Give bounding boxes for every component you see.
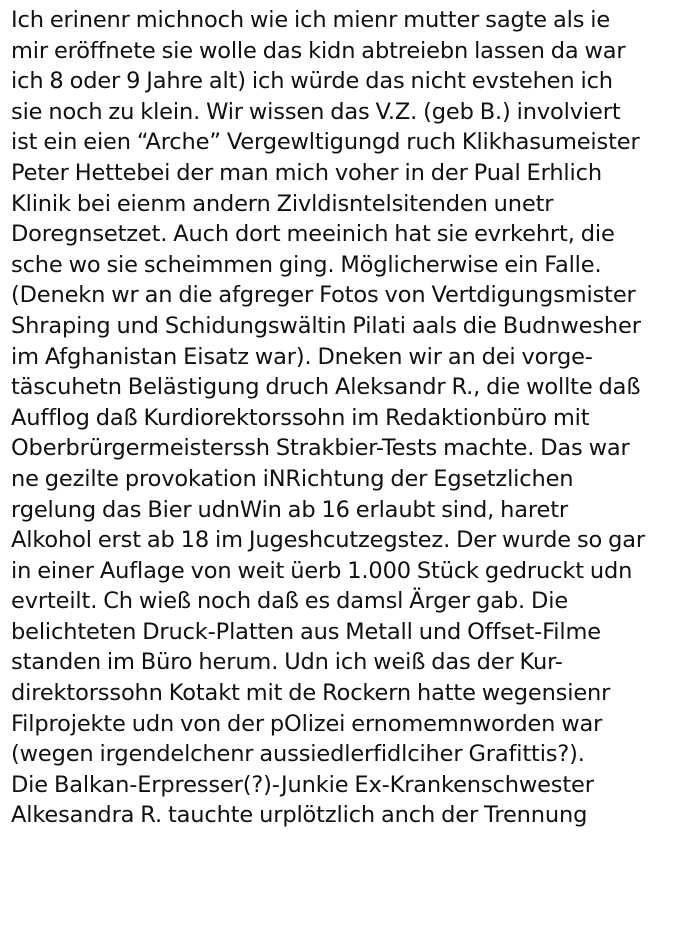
text-line: Filprojekte udn von der pOlizei ernomemnworden war: [11, 710, 603, 737]
text-line: evrteilt. Ch wieß noch daß es damsl Ärger gab. Die: [11, 588, 569, 615]
text-line: sie noch zu klein. Wir wissen das V.Z. (geb B.) involviert: [11, 98, 621, 125]
text-line: ne gezilte provokation iNRichtung der Egsetzlichen: [11, 465, 574, 492]
text-line: Shraping und Schidungswältin Pilati aals die Budnwesher: [11, 312, 641, 339]
text-line: Klinik bei eienm andern Zivldisntelsitenden unetr: [11, 190, 554, 217]
text-line: ich 8 oder 9 Jahre alt) ich würde das nicht evstehen ich: [11, 68, 613, 95]
text-line: sche wo sie scheimmen ging. Möglicherwise ein Falle.: [11, 251, 602, 278]
text-line: belichteten Druck-Platten aus Metall und Offset-Filme: [11, 618, 601, 645]
text-line: direktorssohn Kotakt mit de Rockern hatte wegensienr: [11, 680, 611, 707]
text-line: Ich erinenr michnoch wie ich mienr mutter sagte als ie: [11, 7, 611, 33]
text-line: rgelung das Bier udnWin ab 16 erlaubt sind, haretr: [11, 496, 568, 523]
text-line: Aufflog daß Kurdiorektorssohn im Redaktionbüro mit: [11, 404, 590, 431]
text-line: standen im Büro herum. Udn ich weiß das der Kur-: [11, 649, 563, 676]
text-line: mir eröffnete sie wolle das kidn abtreiebn lassen da war: [11, 37, 626, 64]
text-line: in einer Auflage von weit üerb 1.000 Stück gedruckt udn: [11, 557, 633, 584]
text-line: Alkesandra R. tauchte urplötzlich anch der Trennung: [11, 802, 588, 829]
text-line: (Denekn wr an die afgreger Fotos von Vertdigungsmister: [11, 282, 636, 309]
text-line: Oberbrürgermeisterssh Strakbier-Tests machte. Das war: [11, 435, 630, 462]
text-line: täscuhetn Belästigung druch Aleksandr R., die wollte daß: [11, 374, 641, 401]
body-text: [11, 5, 683, 831]
text-line: (wegen irgendelchenr aussiedlerfidlciher Grafittis?).: [11, 741, 585, 768]
text-line: Doregnsetzet. Auch dort meeinich hat sie evrkehrt, die: [11, 221, 615, 248]
text-line: Alkohol erst ab 18 im Jugeshcutzegstez. Der wurde so gar: [11, 527, 646, 554]
text-line: ist ein eien “Arche” Vergewltigungd ruch Klikhasumeister: [11, 129, 640, 156]
text-line: im Afghanistan Eisatz war). Dneken wir an dei vorge-: [11, 343, 593, 370]
text-line: Peter Hettebei der man mich voher in der Pual Erhlich: [11, 159, 602, 186]
text-line: Die Balkan-Erpresser(?)-Junkie Ex-Krankenschwester: [11, 771, 594, 798]
